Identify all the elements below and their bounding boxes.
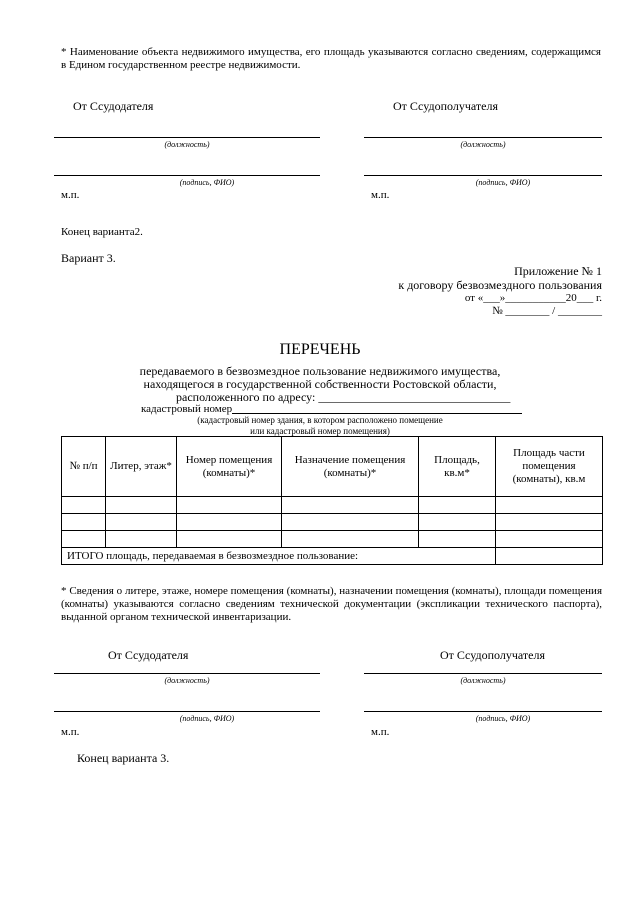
header-row-number: № п/п	[62, 437, 106, 497]
table-cell	[496, 531, 603, 548]
borrower-position-caption: (должность)	[460, 140, 506, 149]
table-row	[62, 497, 603, 514]
table-cell	[282, 497, 419, 514]
table-cell	[282, 514, 419, 531]
header-room-purpose: Назначение помещения (комнаты)*	[282, 437, 419, 497]
cadastral-number-line	[232, 413, 522, 414]
lender-heading: От Ссудодателя	[73, 99, 154, 113]
subtitle-address-line: расположенного по адресу: ________________________________	[176, 390, 511, 404]
table-cell	[419, 531, 496, 548]
header-room-number: Номер помещения (комнаты)*	[177, 437, 282, 497]
borrower-heading-2: От Ссудополучателя	[440, 648, 545, 662]
table-total-row	[62, 548, 603, 565]
table-cell	[106, 531, 177, 548]
borrower-position-line	[364, 137, 602, 138]
table-cell	[177, 497, 282, 514]
table-cell	[496, 497, 603, 514]
appendix-number: Приложение № 1	[514, 264, 602, 278]
borrower-heading: От Ссудополучателя	[393, 99, 498, 113]
table-cell	[419, 514, 496, 531]
property-table	[61, 436, 603, 565]
borrower-signature-line-2	[364, 711, 602, 712]
header-partial-area: Площадь части помещения (комнаты), кв.м	[496, 437, 603, 497]
header-liter-floor: Литер, этаж*	[106, 437, 177, 497]
appendix-date: от «___»___________20___ г.	[464, 292, 602, 304]
room-details-footnote: * Сведения о литере, этаже, номере помещения (комнаты), назначении помещения (комнаты), площади помещения (комнаты) указываются согласно сведениям технической документации (экспликации технического паспорта), выданной органом технической инвентаризации.	[61, 585, 602, 623]
cadastral-label: кадастровый номер	[141, 403, 233, 415]
object-name-footnote: * Наименование объекта недвижимого имущества, его площадь указываются согласно сведениям, содержащимся в Едином государственном реестре недвижимости.	[61, 46, 601, 71]
lender-signature-line	[54, 175, 320, 176]
table-cell	[62, 514, 106, 531]
document-title: ПЕРЕЧЕНЬ	[279, 341, 361, 358]
lender-heading-2: От Ссудодателя	[108, 648, 189, 662]
table-cell	[62, 531, 106, 548]
variant-3-heading: Вариант 3.	[61, 251, 116, 265]
lender-position-caption: (должность)	[164, 140, 210, 149]
end-variant-2: Конец варианта2.	[61, 226, 143, 238]
lender-stamp-label: м.п.	[61, 189, 80, 201]
lender-signature-line-2	[54, 711, 320, 712]
end-variant-3: Конец варианта 3.	[77, 751, 170, 765]
table-header-row	[62, 437, 603, 497]
borrower-stamp-label-2: м.п.	[371, 726, 390, 738]
borrower-stamp-label: м.п.	[371, 189, 390, 201]
total-label: ИТОГО площадь, передаваемая в безвозмездное пользование:	[62, 548, 496, 565]
table-cell	[419, 497, 496, 514]
borrower-signature-caption: (подпись, ФИО)	[475, 178, 531, 187]
borrower-signature-caption-2: (подпись, ФИО)	[475, 714, 531, 723]
cadastral-note-1: (кадастровый номер здания, в котором расположено помещение	[197, 415, 443, 425]
lender-stamp-label-2: м.п.	[61, 726, 80, 738]
table-row	[62, 514, 603, 531]
table-cell	[177, 531, 282, 548]
borrower-signature-line	[364, 175, 602, 176]
table-cell	[496, 514, 603, 531]
table-row	[62, 531, 603, 548]
subtitle-line-2: находящегося в государственной собственности Ростовской области,	[143, 377, 497, 391]
appendix-contract-number: № ________ / ________	[492, 305, 602, 317]
lender-signature-caption: (подпись, ФИО)	[179, 178, 235, 187]
table-cell	[106, 514, 177, 531]
table-cell	[177, 514, 282, 531]
table-cell	[282, 531, 419, 548]
lender-position-caption-2: (должность)	[164, 676, 210, 685]
cadastral-note-2: или кадастровый номер помещения)	[250, 426, 390, 436]
borrower-position-line-2	[364, 673, 602, 674]
lender-signature-caption-2: (подпись, ФИО)	[179, 714, 235, 723]
appendix-contract-ref: к договору безвозмездного пользования	[398, 278, 602, 292]
subtitle-line-1: передаваемого в безвозмездное пользование недвижимого имущества,	[139, 364, 501, 378]
total-value-cell	[496, 548, 603, 565]
borrower-position-caption-2: (должность)	[460, 676, 506, 685]
header-area: Площадь, кв.м*	[419, 437, 496, 497]
lender-position-line-2	[54, 673, 320, 674]
lender-position-line	[54, 137, 320, 138]
table-cell	[62, 497, 106, 514]
table-cell	[106, 497, 177, 514]
